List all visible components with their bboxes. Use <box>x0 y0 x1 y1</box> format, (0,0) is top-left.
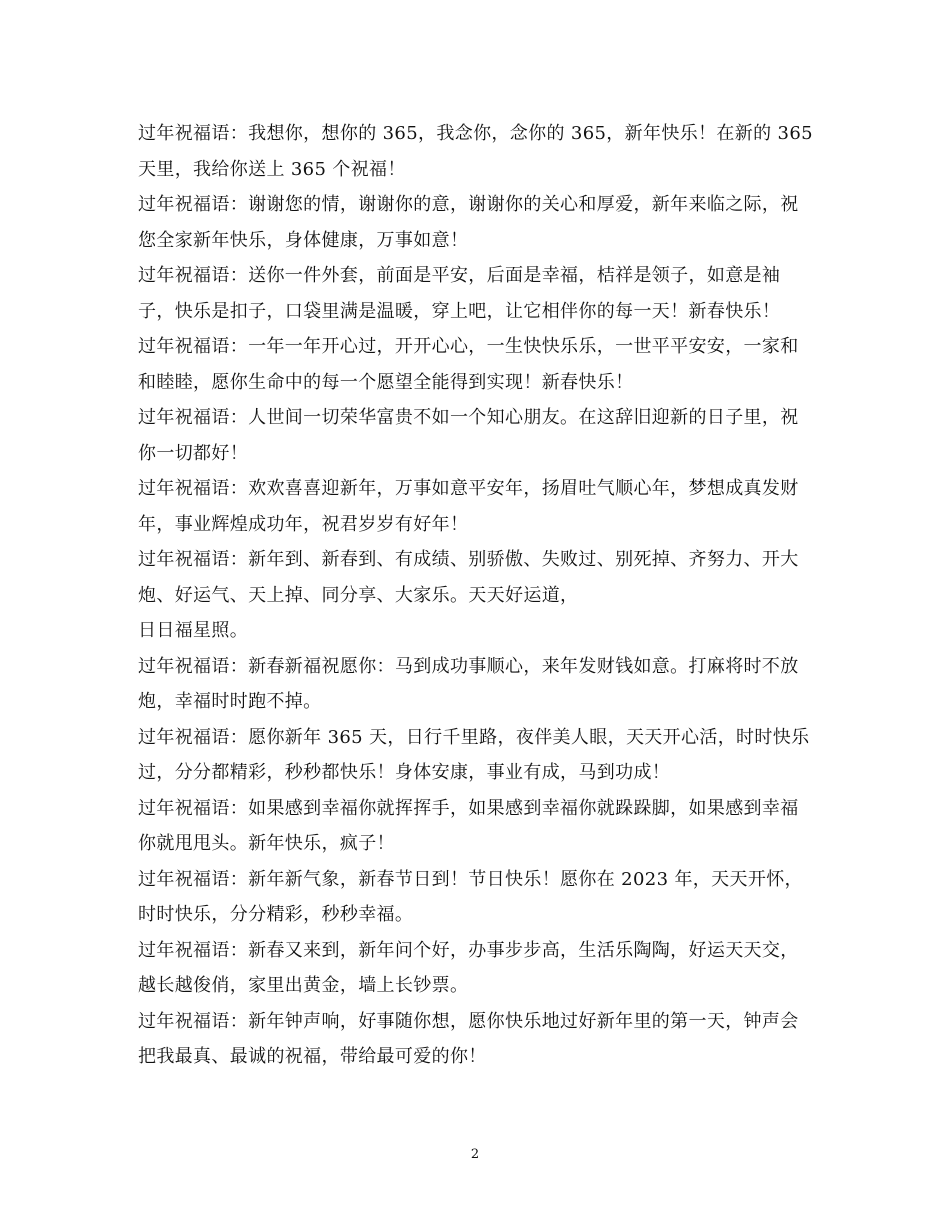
text-line: 越长越俊俏，家里出黄金，墙上长钞票。 <box>138 975 469 996</box>
text-line: 炮，幸福时时跑不掉。 <box>138 691 322 712</box>
paragraph <box>138 862 812 933</box>
text-line: 年，事业辉煌成功年，祝君岁岁有好年！ <box>138 513 469 535</box>
text-line: 您全家新年快乐，身体健康，万事如意！ <box>138 229 469 251</box>
paragraph <box>138 116 812 187</box>
text-line: 过年祝福语：谢谢您的情，谢谢你的意，谢谢你的关心和厚爱，新年来临之际，祝 <box>138 194 799 215</box>
text-line: 日日福星照。 <box>138 620 249 641</box>
text-line: 过年祝福语：愿你新年 365 天，日行千里路，夜伴美人眼，天天开心活，时时快乐 <box>138 726 810 748</box>
text-line: 你就甩甩头。新年快乐，疯子！ <box>138 833 395 854</box>
text-line: 过年祝福语：新春新福祝愿你：马到成功事顺心，来年发财钱如意。打麻将时不放 <box>138 655 799 677</box>
text-line: 子，快乐是扣子，口袋里满是温暖，穿上吧，让它相伴你的每一天！新春快乐！ <box>138 300 781 322</box>
text-line: 和睦睦，愿你生命中的每一个愿望全能得到实现！新春快乐！ <box>138 371 634 393</box>
paragraph <box>138 329 812 400</box>
paragraph <box>138 649 812 720</box>
text-line: 过年祝福语：新年新气象，新春节日到！节日快乐！愿你在 2023 年，天天开怀， <box>138 868 803 890</box>
text-line: 过年祝福语：送你一件外套，前面是平安，后面是幸福，桔祥是领子，如意是袖 <box>138 265 781 286</box>
text-line: 过年祝福语：新春又来到，新年问个好，办事步步高，生活乐陶陶，好运天天交， <box>138 939 799 961</box>
text-line: 把我最真、最诚的祝福，带给最可爱的你！ <box>138 1046 487 1067</box>
paragraph <box>138 933 812 1004</box>
paragraph <box>138 542 812 649</box>
text-line: 过年祝福语：新年钟声响，好事随你想，愿你快乐地过好新年里的第一天，钟声会 <box>138 1010 799 1032</box>
text-line: 时时快乐，分分精彩，秒秒幸福。 <box>138 904 414 925</box>
paragraph <box>138 720 812 791</box>
text-line: 你一切都好！ <box>138 442 249 464</box>
text-line: 过年祝福语：如果感到幸福你就挥挥手，如果感到幸福你就跺跺脚，如果感到幸福 <box>138 797 799 819</box>
text-line: 过年祝福语：我想你，想你的 365，我念你，念你的 365，新年快乐！在新的 365 <box>138 123 813 144</box>
paragraph <box>138 258 812 329</box>
paragraph <box>138 471 812 542</box>
text-line: 过，分分都精彩，秒秒都快乐！身体安康，事业有成，马到功成！ <box>138 762 671 783</box>
text-line: 过年祝福语：人世间一切荣华富贵不如一个知心朋友。在这辞旧迎新的日子里，祝 <box>138 407 799 428</box>
paragraph <box>138 187 812 258</box>
text-line: 天里，我给你送上 365 个祝福！ <box>138 158 406 180</box>
text-line: 炮、好运气、天上掉、同分享、大家乐。天天好运道， <box>138 584 579 606</box>
paragraph <box>138 791 812 862</box>
text-line: 过年祝福语：欢欢喜喜迎新年，万事如意平安年，扬眉吐气顺心年，梦想成真发财 <box>138 478 799 499</box>
paragraph <box>138 400 812 471</box>
text-line: 过年祝福语：新年到、新春到、有成绩、别骄傲、失败过、别死掉、齐努力、开大 <box>138 549 799 570</box>
paragraph <box>138 1004 812 1075</box>
text-line: 过年祝福语：一年一年开心过，开开心心，一生快快乐乐，一世平平安安，一家和 <box>138 336 799 357</box>
document-body <box>138 116 812 1075</box>
page-number: 2 <box>470 1147 480 1162</box>
